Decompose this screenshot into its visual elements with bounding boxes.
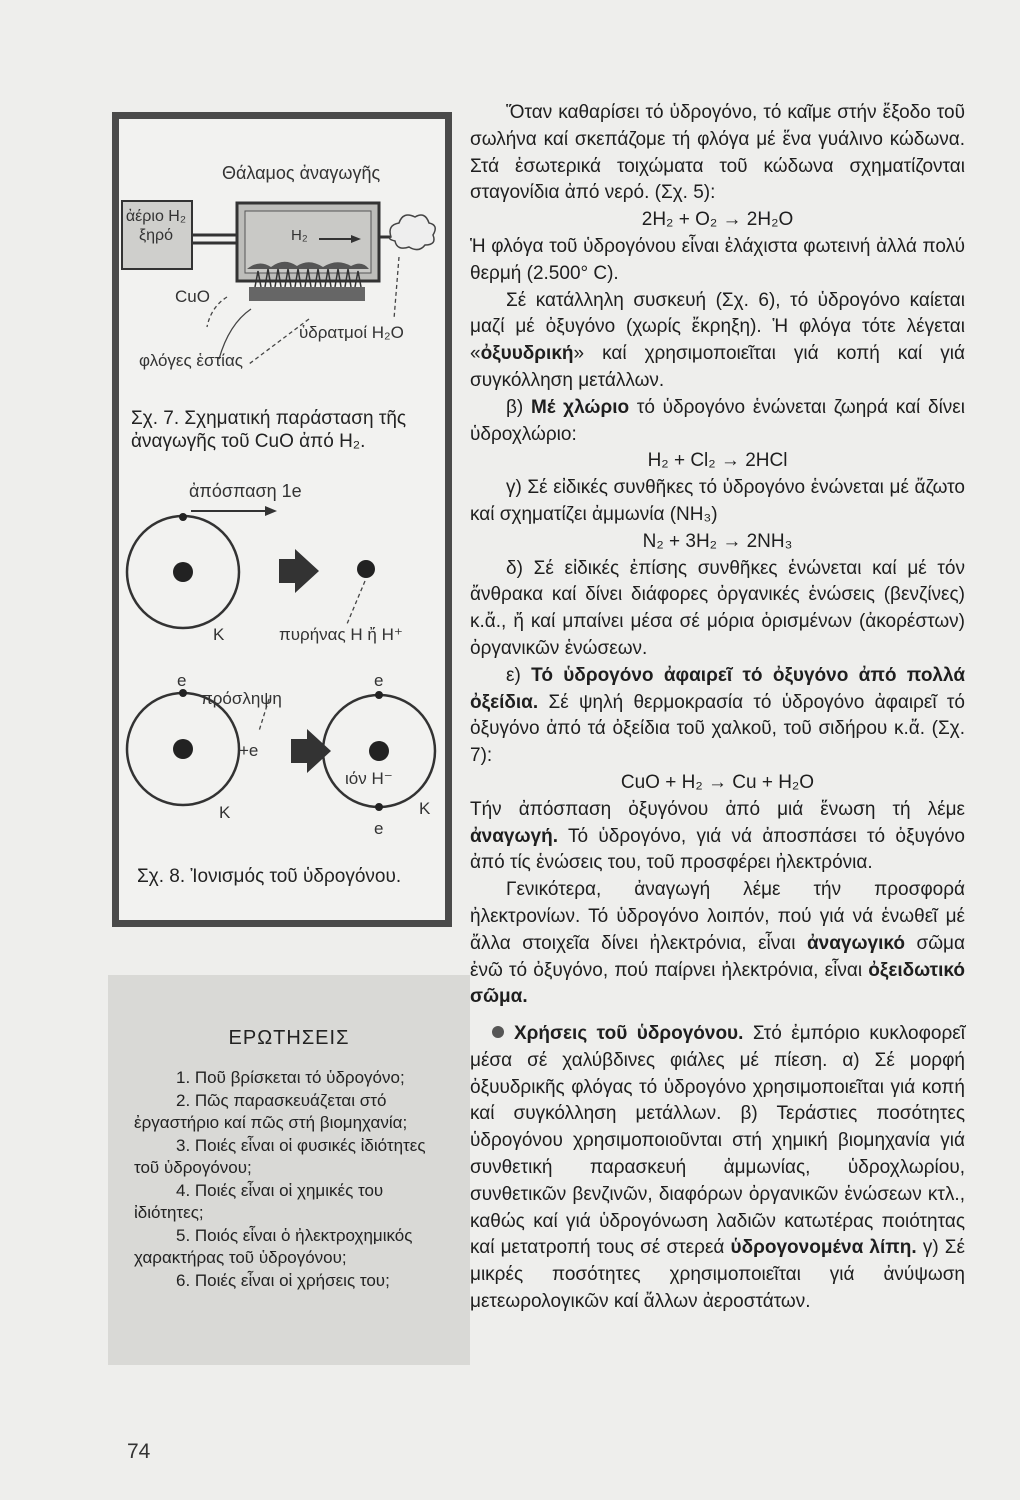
bold-term: Μέ χλώριο	[531, 396, 630, 418]
h2-inside-label: H₂	[291, 227, 308, 244]
cuo-label: CuO	[175, 287, 210, 306]
equation: H₂ + Cl₂ → 2HCl	[647, 450, 788, 472]
page-number: 74	[127, 1440, 151, 1463]
water-vapor-label: ὑδρατμοί H₂O	[299, 323, 404, 342]
chamber-label: Θάλαμος ἀναγωγῆς	[222, 163, 381, 183]
questions-list	[134, 1067, 454, 1292]
k-shell-label: K	[419, 799, 431, 818]
paragraph: Τήν ἀπόσπαση ὀξυγόνου ἀπό μιά ἕνωση τή λέμε ἀναγωγή. Τό ὑδρογόνο, γιά νά ἀποσπάσει τό ὀξυγόνο ἀπό τίς ἑνώσεις του, τοῦ προσφέρει ἠλεκτρόνια.	[470, 798, 965, 874]
gain-label: πρόσληψη	[201, 689, 282, 708]
electron-label: e	[177, 671, 187, 690]
nucleus-label: πυρήνας H ἤ H⁺	[279, 625, 403, 644]
questions-box	[108, 975, 470, 1365]
k-shell-label: K	[213, 625, 225, 644]
bold-term: ὀξειδωτικό σῶμα.	[470, 959, 965, 1008]
k-shell-label: K	[219, 803, 231, 822]
question-item: 1. Ποῦ βρίσκεται τό ὑδρογόνο;	[176, 1068, 405, 1087]
bold-term: ὀξυυδρική	[480, 343, 574, 365]
plus-electron-label: +e	[239, 741, 259, 760]
nucleus	[369, 741, 389, 761]
paragraph: ε) Τό ὑδρογόνο ἀφαιρεῖ τό ὀξυγόνο ἀπό πολλά ὀξείδια. Σέ ψηλή θερμοκρασία τό ὑδρογόνο ἀφαιρεῖ τό ὀξυγόνο ἀπό τά ὀξείδια τοῦ χαλκοῦ, τοῦ σιδήρου κ.ἄ. (Σχ. 7):	[470, 664, 966, 767]
question-item: 3. Ποιές εἶναι οἱ φυσικές ἰδιότητες τοῦ ὑδρογόνου;	[134, 1135, 426, 1177]
equation: CuO + H₂ → Cu + H₂O	[620, 771, 815, 793]
paragraph: Ὅταν καθαρίσει τό ὑδρογόνο, τό καῖμε στήν ἔξοδο τοῦ σωλήνα καί σκεπάζομε τή φλόγα μέ ἕνα γυάλινο κώδωνα. Στά ἐσωτερικά τοιχώματα τοῦ κώδωνα σχηματίζονται σταγονίδια ἀπό νερό. (Σχ. 5):	[470, 102, 965, 204]
electron	[179, 513, 187, 521]
paragraph: β) Μέ χλώριο τό ὑδρογόνο ἑνώνεται ζωηρά καί δίνει ὑδροχλώριο:	[470, 396, 966, 445]
vapor-cloud	[390, 215, 436, 250]
paragraph: Γενικότερα, ἀναγωγή λέμε τήν προσφορά ἠλεκτρονίων. Τό ὑδρογόνο λοιπόν, πού γιά νά ἑνωθεῖ μέ ἄλλα στοιχεῖα δίνει ἠλεκτρόνια, εἶναι ἀναγωγικό σῶμα ἐνῶ τό ὀξυγόνο, πού παίρνει ἠλεκτρόνια, εἶναι ὀξειδωτικό σῶμα.	[470, 879, 965, 1008]
electron-label: e	[374, 819, 384, 838]
bold-term: ὑδρογονομένα λίπη.	[730, 1237, 917, 1259]
bullet-icon	[492, 1026, 504, 1038]
reaction-arrow	[279, 549, 319, 593]
question-item: 6. Ποιές εἶναι οἱ χρήσεις του;	[176, 1270, 390, 1290]
nucleus	[173, 562, 193, 582]
gas-label: ἀέριο H₂ ξηρό	[125, 208, 187, 244]
nucleus	[173, 739, 193, 759]
bold-term: ἀναγωγικό	[807, 932, 905, 954]
figure8-caption: Σχ. 8. Ἰονισμός τοῦ ὑδρογόνου.	[137, 866, 402, 887]
paragraph: Σέ κατάλληλη συσκευή (Σχ. 6), τό ὑδρογόνο καίεται μαζί μέ ὀξυγόνο (χωρίς ἔκρηξη). Ἡ φλόγα τότε λέγεται «ὀξυυδρική» καί χρησιμοποιεῖται γιά κοπή καί γιά συγκόλληση μετάλλων.	[470, 289, 965, 391]
paragraph: γ) Σέ εἰδικές συνθῆκες τό ὑδρογόνο ἑνώνεται μέ ἄζωτο καί σχηματίζει ἀμμωνία (NH₃)	[470, 477, 965, 525]
equation: N₂ + 3H₂ → 2NH₃	[642, 530, 793, 552]
paragraph: Ἡ φλόγα τοῦ ὑδρογόνου εἶναι ἐλάχιστα φωτεινή ἀλλά πολύ θερμή (2.500° C).	[470, 235, 965, 284]
electron-label: e	[374, 671, 384, 690]
electron	[375, 691, 383, 699]
question-item: 4. Ποιές εἶναι οἱ χημικές του ἰδιότητες;	[134, 1180, 384, 1222]
electron	[375, 803, 383, 811]
questions-title: ΕΡΩΤΗΣΕΙΣ	[228, 1027, 350, 1049]
hydride-ion-label: ιόν H⁻	[345, 769, 393, 788]
bold-term: Τό ὑδρογόνο ἀφαιρεῖ τό ὀξυγόνο ἀπό πολλά ὀξείδια.	[470, 664, 966, 713]
figure-box	[112, 112, 452, 927]
main-text-column	[470, 100, 965, 1316]
flames-label: φλόγες ἑστίας	[139, 351, 243, 370]
bold-term: ἀναγωγή.	[470, 825, 558, 847]
proton	[357, 560, 375, 578]
question-item: 5. Ποιός εἶναι ὁ ἠλεκτροχημικός χαρακτήρας τοῦ ὑδρογόνου;	[134, 1225, 413, 1267]
bold-term: Χρήσεις τοῦ ὑδρογόνου.	[514, 1023, 744, 1045]
paragraph: δ) Σέ εἰδικές ἐπίσης συνθῆκες ἑνώνεται καί μέ τόν ἄνθρακα καί δίνει διάφορες ὀργανικές ἑνώσεις (βενζίνες) κ.ἄ., ἤ καί μπαίνει μέσα σέ μόρια ὁρισμένων (ἀκορέστων) ὀργανικῶν ἑνώσεων.	[470, 557, 965, 659]
equation: 2H₂ + O₂ → 2H₂O	[641, 209, 794, 231]
paragraph: Χρήσεις τοῦ ὑδρογόνου. Στό ἐμπόριο κυκλοφορεῖ μέσα σέ χαλύβδινες φιάλες μέ πίεση. α) Σέ μορφή ὀξυυδρικῆς φλόγας τό ὑδρογόνο χρησιμοποιεῖται γιά κοπή καί συγκόλληση μετάλλων. β) Τεράστιες ποσότητες ὑδρογόνου χρησιμοποιοῦνται στή χημική βιομηχανία γιά συνθετική παρασκευή ἀμμωνίας, ὑδροχλωρίου, συνθετικῶν βενζινῶν, διαφόρων ὀργανικῶν ἑνώσεων κτλ., καθώς καί γιά ὑδρογόνωση λαδιῶν κατωτέρας ποιότητας καί μετατροπή τους σέ στερεά ὑδρογονομένα λίπη. γ) Σέ μικρές ποσότητες χρησιμοποιεῖται γιά ἀνύψωση μετεωρολογικῶν καί ἄλλων ἀεροστάτων.	[470, 1023, 965, 1313]
electron-removal-label: ἀπόσπαση 1e	[189, 481, 302, 501]
question-item: 2. Πῶς παρασκευάζεται στό ἐργαστήριο καί πῶς στή βιομηχανία;	[134, 1090, 408, 1132]
figure7-caption: Σχ. 7. Σχηματική παράσταση τῆς ἀναγωγῆς τοῦ CuO ἀπό H₂.	[131, 408, 407, 452]
